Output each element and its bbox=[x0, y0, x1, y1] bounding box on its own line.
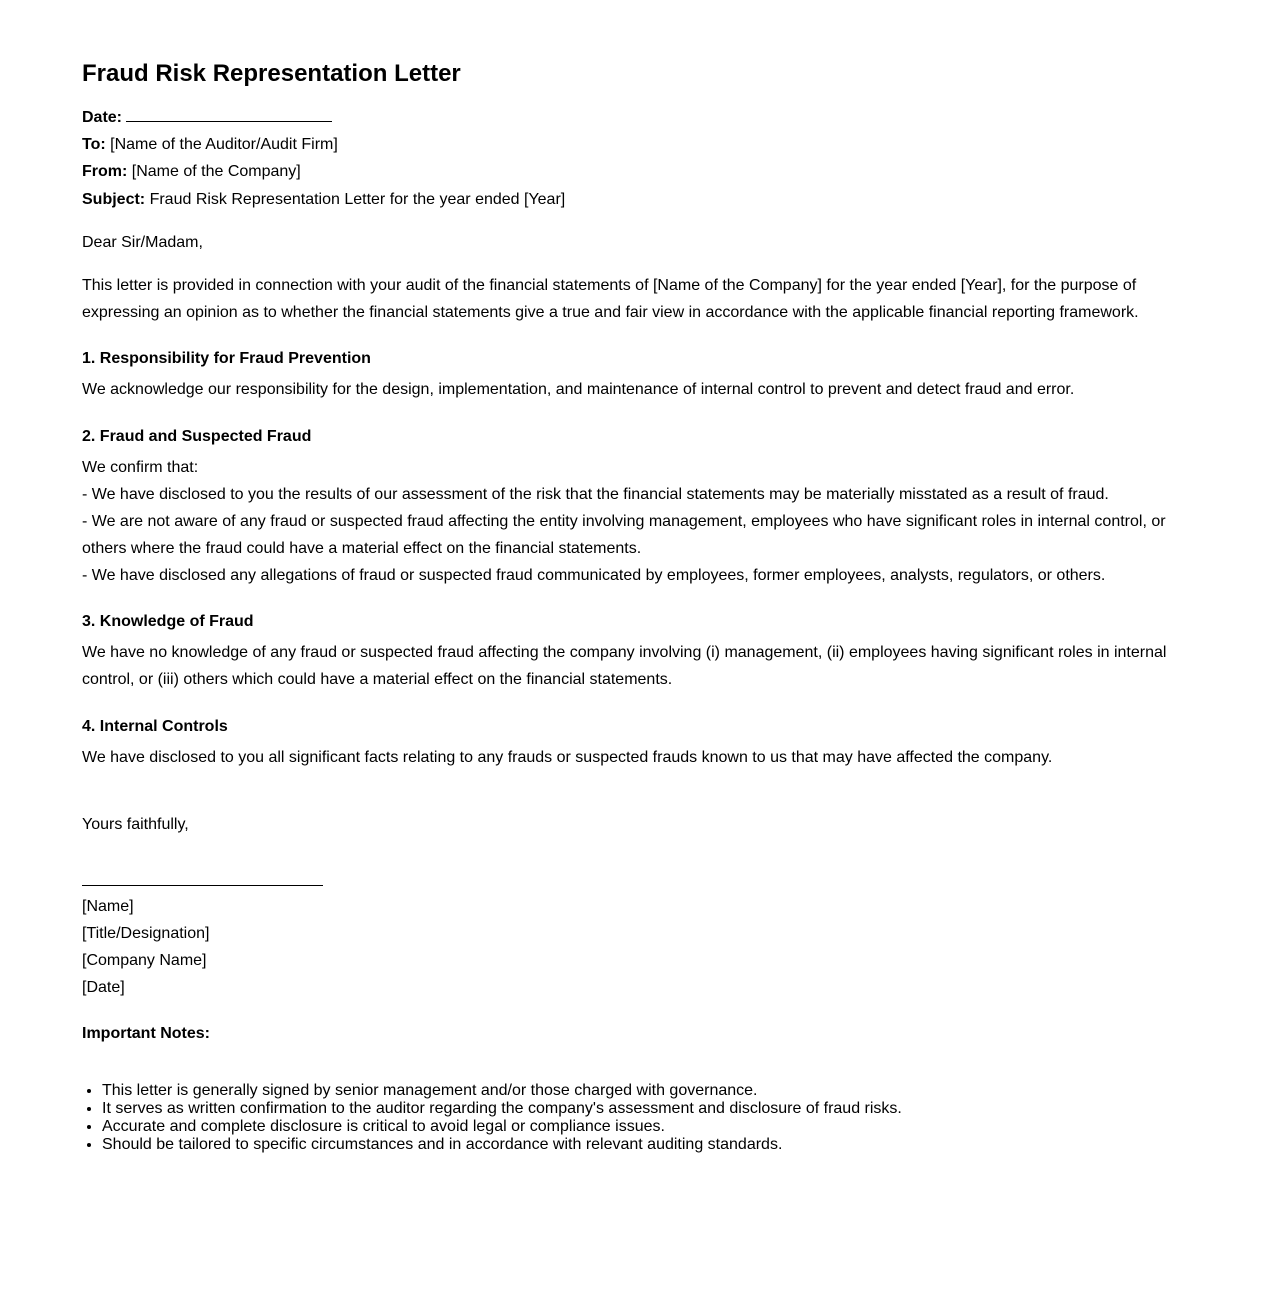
list-item: • This letter is generally signed by senior management and/or those charged with governance. bbox=[102, 1082, 902, 1100]
signature-date: [Date] bbox=[82, 979, 125, 996]
to-line bbox=[82, 131, 338, 158]
section-item-2-3: - We have disclosed any allegations of fraud or suspected fraud communicated by employees, former employees, analysts, regulators, or others. bbox=[82, 567, 1106, 584]
section-heading-1: 1. Responsibility for Fraud Prevention bbox=[82, 350, 371, 367]
section-body-1: We acknowledge our responsibility for the design, implementation, and maintenance of internal control to prevent and detect fraud and error. bbox=[82, 381, 1075, 398]
section-body-4: We have disclosed to you all significant facts relating to any frauds or suspected frauds known to us that may have affected the company. bbox=[82, 749, 1053, 766]
section-heading-3: 3. Knowledge of Fraud bbox=[82, 613, 254, 630]
notes-heading: Important Notes: bbox=[82, 1025, 210, 1042]
from-value: [Name of the Company] bbox=[131, 163, 301, 180]
closing: Yours faithfully, bbox=[82, 816, 189, 833]
list-item: • It serves as written confirmation to the auditor regarding the company's assessment and disclosure of fraud risks. bbox=[102, 1100, 902, 1118]
to-value: [Name of the Auditor/Audit Firm] bbox=[110, 136, 338, 153]
date-line bbox=[82, 104, 332, 131]
section-heading-4: 4. Internal Controls bbox=[82, 718, 228, 735]
list-item: • Should be tailored to specific circumstances and in accordance with relevant auditing standards. bbox=[102, 1136, 902, 1154]
signature-line bbox=[82, 885, 323, 886]
date-blank-line bbox=[126, 104, 332, 122]
signature-title: [Title/Designation] bbox=[82, 925, 210, 942]
notes-list bbox=[82, 1082, 902, 1154]
from-line bbox=[82, 158, 301, 185]
section-lead-2: We confirm that: bbox=[82, 459, 199, 476]
page-title: Fraud Risk Representation Letter bbox=[82, 60, 461, 87]
signature-name: [Name] bbox=[82, 898, 134, 915]
intro-paragraph: This letter is provided in connection with your audit of the financial statements of [Name of the Company] for the year ended [Year], for the purpose of expressing an opinion as to whether the financial statements give a true and fair view in accordance with the applicable financial reporting framework. bbox=[82, 277, 1139, 321]
subject-label: Subject: bbox=[82, 191, 146, 208]
subject-value: Fraud Risk Representation Letter for the year ended [Year] bbox=[149, 191, 566, 208]
from-label: From: bbox=[82, 163, 128, 180]
to-label: To: bbox=[82, 136, 106, 153]
salutation: Dear Sir/Madam, bbox=[82, 234, 203, 251]
section-body-3: We have no knowledge of any fraud or suspected fraud affecting the company involving (i) management, (ii) employees having significant roles in internal control, or (iii) others which could have a material effect on the financial statements. bbox=[82, 644, 1167, 688]
section-item-2-2: - We are not aware of any fraud or suspected fraud affecting the entity involving management, employees who have significant roles in internal control, or others where the fraud could have a material effect on the financial statements. bbox=[82, 513, 1166, 557]
list-item: • Accurate and complete disclosure is critical to avoid legal or compliance issues. bbox=[102, 1118, 902, 1136]
section-heading-2: 2. Fraud and Suspected Fraud bbox=[82, 428, 312, 445]
date-label: Date: bbox=[82, 109, 123, 126]
signature-company: [Company Name] bbox=[82, 952, 207, 969]
subject-line bbox=[82, 186, 565, 213]
section-item-2-1: - We have disclosed to you the results of our assessment of the risk that the financial statements may be materially misstated as a result of fraud. bbox=[82, 486, 1109, 503]
